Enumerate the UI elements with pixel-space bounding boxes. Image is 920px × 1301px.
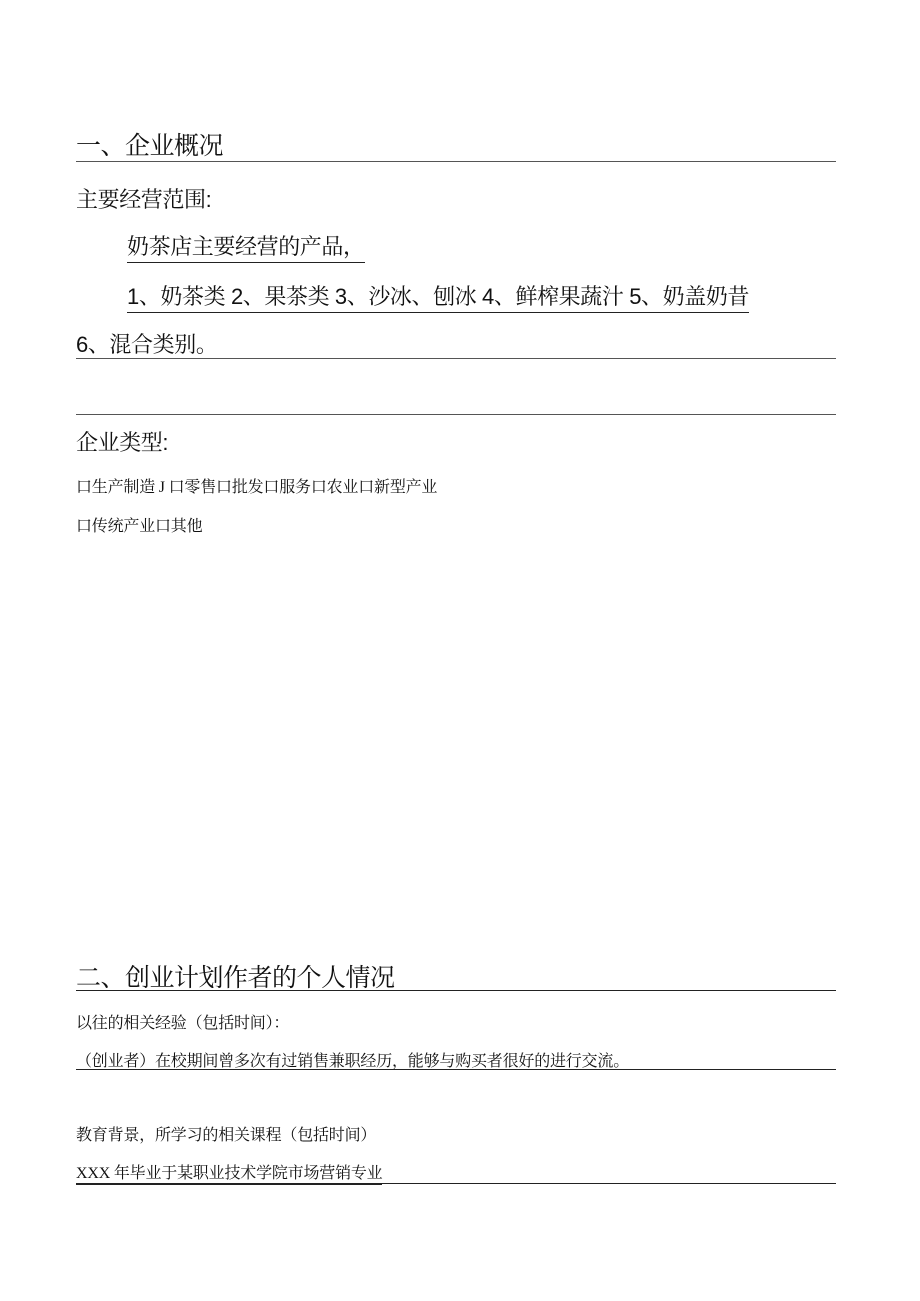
- business-scope-label: 主要经营范围:: [76, 187, 212, 212]
- education-rule: [76, 1183, 836, 1184]
- blank-line-rule: [76, 414, 836, 415]
- business-scope-rule: [76, 358, 836, 359]
- business-scope-items-line-2: 6、混合类别。: [76, 332, 218, 357]
- enterprise-type-options-line-1: 口生产制造 J 口零售口批发口服务口农业口新型产业: [76, 479, 438, 496]
- experience-value: （创业者）在校期间曾多次有过销售兼职经历，能够与购买者很好的进行交流。: [76, 1053, 630, 1070]
- section-1-title-rule: [76, 161, 836, 162]
- enterprise-type-label: 企业类型:: [76, 430, 169, 455]
- experience-rule: [76, 1069, 836, 1070]
- section-2-title-rule: [76, 990, 836, 991]
- section-1-title: 一、企业概况: [76, 132, 224, 160]
- business-scope-intro: 奶茶店主要经营的产品，: [127, 230, 365, 263]
- education-label: 教育背景，所学习的相关课程（包括时间）: [76, 1127, 377, 1144]
- experience-label: 以往的相关经验（包括时间）：: [76, 1015, 290, 1032]
- education-value: XXX 年毕业于某职业技术学院市场营销专业: [76, 1160, 382, 1185]
- section-2-title: 二、创业计划作者的个人情况: [76, 964, 395, 992]
- enterprise-type-options-line-2: 口传统产业口其他: [76, 518, 203, 535]
- business-scope-items-line-1: 1、奶茶类 2、果茶类 3、沙冰、刨冰 4、鲜榨果蔬汁 5、奶盖奶昔: [127, 280, 749, 313]
